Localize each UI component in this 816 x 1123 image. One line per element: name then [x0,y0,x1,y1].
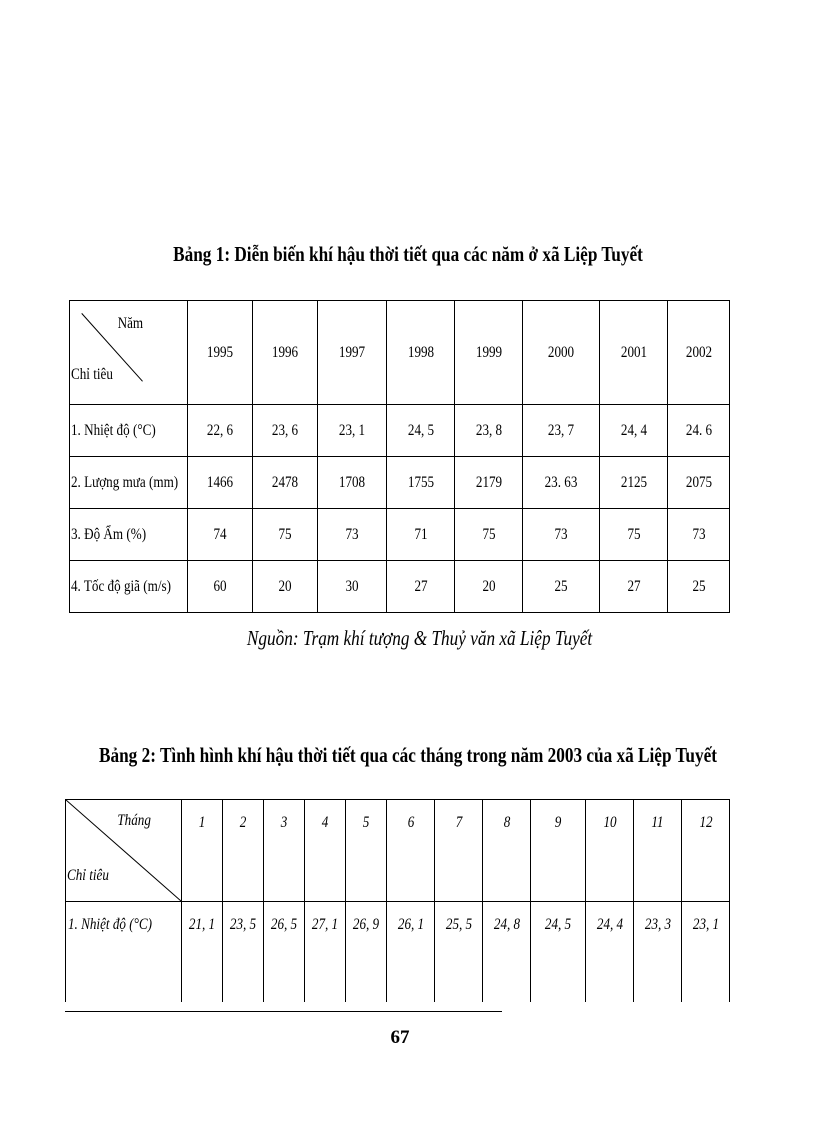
month-header: 4 [305,800,346,902]
table-cell: 2478 [253,457,318,509]
row-label: 2. Lượng mưa (mm) [70,457,188,509]
table-cell: 22, 6 [188,405,253,457]
month-header: 10 [586,800,634,902]
table-cell: 26, 5 [264,902,305,1002]
month-header: 1 [182,800,223,902]
row-label: 3. Độ Ẩm (%) [70,509,188,561]
table-cell: 20 [455,561,523,613]
month-header: 9 [531,800,586,902]
table-cell: 23, 6 [253,405,318,457]
table-cell: 60 [188,561,253,613]
year-header: 1998 [387,301,455,405]
table-cell: 23, 8 [455,405,523,457]
month-header: 7 [435,800,483,902]
table-cell: 73 [523,509,600,561]
table-cell: 24, 8 [483,902,531,1002]
header-label-year: Năm [117,315,143,332]
table-cell: 2179 [455,457,523,509]
table-row [70,405,730,457]
table-cell: 23, 1 [682,902,730,1002]
table-cell: 27 [600,561,668,613]
month-header: 2 [223,800,264,902]
table-cell: 27, 1 [305,902,346,1002]
table-cell: 73 [668,509,730,561]
climate-by-year-table [69,300,730,613]
year-header: 2001 [600,301,668,405]
table-cell: 75 [455,509,523,561]
table-cell: 24, 5 [531,902,586,1002]
table-cell: 24, 4 [600,405,668,457]
table-cell: 23, 7 [523,405,600,457]
table-row [70,561,730,613]
table-cell: 2075 [668,457,730,509]
table-cell: 75 [600,509,668,561]
table-row [70,457,730,509]
month-header: 6 [387,800,435,902]
table-cell: 26, 9 [346,902,387,1002]
table-cell: 20 [253,561,318,613]
header-label-indicator: Chỉ tiêu [67,867,109,884]
table1-source-note: Nguồn: Trạm khí tượng & Thuỷ văn xã Liệp Tuyết [247,626,593,650]
table-cell: 23, 1 [318,405,387,457]
table-cell: 25 [668,561,730,613]
header-label-month: Tháng [117,812,151,829]
table-cell: 24, 5 [387,405,455,457]
row-label: 1. Nhiệt độ (°C) [66,902,182,1002]
header-label-indicator: Chỉ tiêu [71,366,113,383]
table-cell: 73 [318,509,387,561]
table-cell: 2125 [600,457,668,509]
month-header: 8 [483,800,531,902]
table-row [66,902,730,1002]
row-label: 1. Nhiệt độ (°C) [70,405,188,457]
table-cell: 1755 [387,457,455,509]
table-cell: 24. 6 [668,405,730,457]
table1-title: Bảng 1: Diễn biến khí hậu thời tiết qua các năm ở xã Liệp Tuyết [173,242,643,266]
month-header: 3 [264,800,305,902]
year-header: 1997 [318,301,387,405]
month-header: 11 [634,800,682,902]
table-cell: 1708 [318,457,387,509]
table2-header-row [66,800,730,902]
month-header: 12 [682,800,730,902]
table-cell: 26, 1 [387,902,435,1002]
table-cell: 27 [387,561,455,613]
table2-header-corner [66,800,182,902]
table-row [70,509,730,561]
table-cell: 30 [318,561,387,613]
table-cell: 75 [253,509,318,561]
climate-by-month-table [65,799,730,1002]
table2-title: Bảng 2: Tình hình khí hậu thời tiết qua các tháng trong năm 2003 của xã Liệp Tuyết [99,743,717,767]
table-cell: 21, 1 [182,902,223,1002]
year-header: 1999 [455,301,523,405]
table-cell: 23. 63 [523,457,600,509]
month-header: 5 [346,800,387,902]
year-header: 1996 [253,301,318,405]
table-cell: 1466 [188,457,253,509]
year-header: 2000 [523,301,600,405]
table-cell: 74 [188,509,253,561]
table-cell: 71 [387,509,455,561]
table1-header-corner [70,301,188,405]
table-cell: 25, 5 [435,902,483,1002]
footer-divider [65,1011,502,1012]
table-cell: 23, 5 [223,902,264,1002]
table-cell: 25 [523,561,600,613]
table1-header-row [70,301,730,405]
table-cell: 24, 4 [586,902,634,1002]
table-cell: 23, 3 [634,902,682,1002]
row-label: 4. Tốc độ giã (m/s) [70,561,188,613]
year-header: 2002 [668,301,730,405]
year-header: 1995 [188,301,253,405]
page-number: 67 [390,1027,410,1048]
